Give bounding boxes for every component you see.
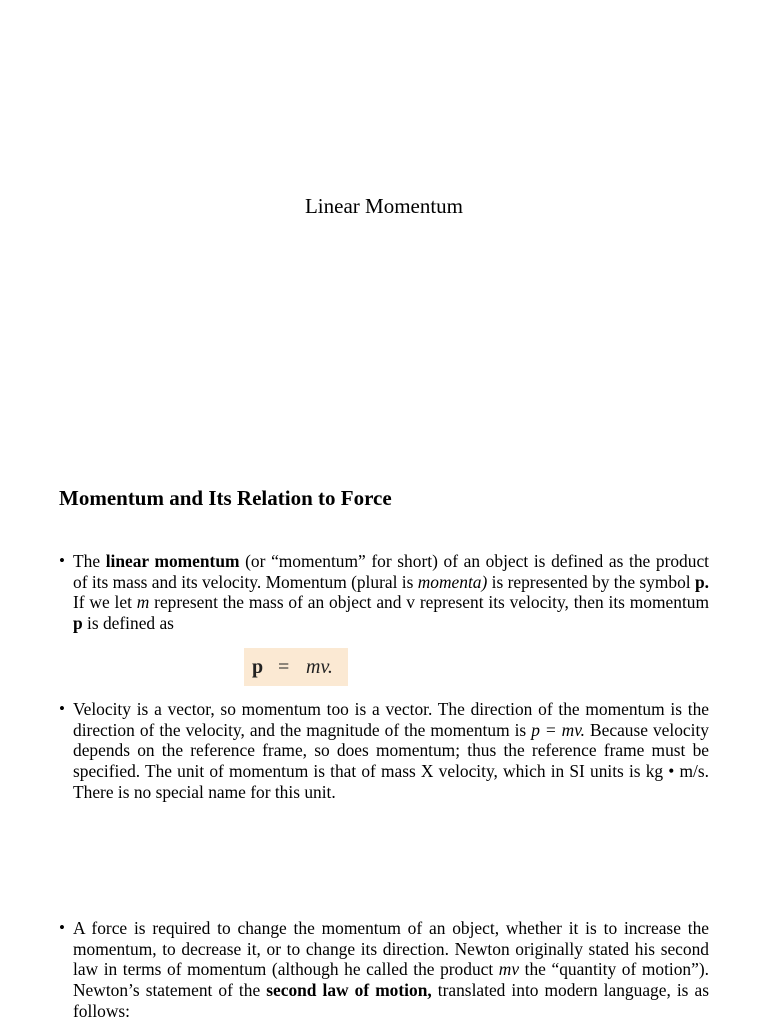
text-run: A force is required to change the momentum of an object, whether it is to increase the momentum, to decrease it, or to change its direction. Newton originally stated his second law in terms of momentum (although he called the product bbox=[73, 918, 709, 980]
text-run: is represented by the symbol bbox=[487, 571, 695, 592]
bullet-text bbox=[73, 551, 709, 634]
document-title: Linear Momentum bbox=[304, 194, 464, 218]
text-run: is defined as bbox=[82, 613, 174, 634]
bullet-item-vector bbox=[59, 699, 709, 803]
bold-term: linear momentum bbox=[105, 551, 240, 571]
bullet-marker: • bbox=[59, 551, 65, 570]
momentum-formula-image bbox=[244, 648, 348, 686]
bullet-marker: • bbox=[59, 918, 65, 937]
text-run: Velocity is a vector, so momentum too is a vector. The direction of the momentum is the direction of the velocity, and the magnitude of the momentum is bbox=[73, 699, 709, 740]
formula-lhs: p bbox=[252, 656, 264, 678]
text-run: (or “momentum” for short) of an object is defined as the product of its mass and its velocity. Momentum (plural is bbox=[73, 551, 709, 592]
bullet-text bbox=[73, 699, 709, 803]
text-run: the “quantity of motion”). Newton’s statement of the bbox=[73, 959, 709, 1001]
text-run: The bbox=[73, 551, 106, 571]
bold-term: p. bbox=[694, 571, 709, 592]
text-run: If we let bbox=[73, 592, 137, 613]
italic-term: m bbox=[136, 592, 150, 613]
formula-rhs: mv. bbox=[306, 656, 333, 678]
text-run: translated into modern language, is as follows: bbox=[73, 980, 709, 1021]
text-run: Because velocity depends on the reference frame, so does momentum; thus the reference frame must be specified. The unit of momentum is that of mass X velocity, which in SI units is kg • m/s. There is no special name for this unit. bbox=[73, 719, 709, 802]
bullet-text bbox=[73, 918, 709, 1022]
bullet-item-force bbox=[59, 918, 709, 1022]
italic-term: p = mv. bbox=[531, 719, 586, 740]
section-heading: Momentum and Its Relation to Force bbox=[59, 486, 392, 510]
bullet-item-definition bbox=[59, 551, 709, 634]
bold-term: p bbox=[73, 613, 83, 634]
text-run: represent the mass of an object and v represent its velocity, then its momentum bbox=[149, 592, 709, 613]
formula-equals: = bbox=[278, 656, 290, 678]
bullet-marker: • bbox=[59, 699, 65, 718]
bold-term: second law of motion, bbox=[266, 980, 432, 1001]
italic-term: mv bbox=[498, 959, 520, 980]
italic-term: momenta) bbox=[417, 571, 488, 592]
